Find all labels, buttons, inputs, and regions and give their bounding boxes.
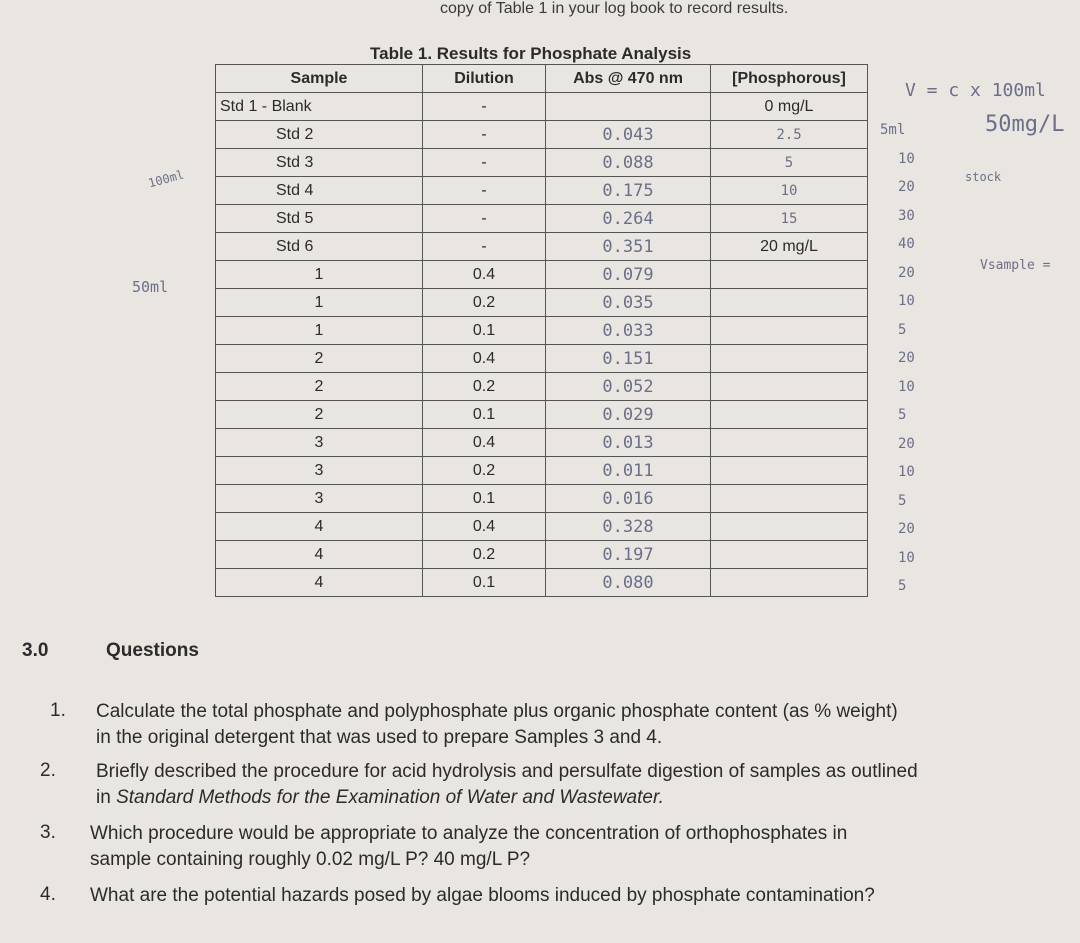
question-line: in the original detergent that was used to prepare Samples 3 and 4.: [96, 727, 663, 748]
cell-phosphorous: 15: [711, 205, 868, 233]
question-line: in Standard Methods for the Examination of Water and Wastewater.: [96, 787, 664, 808]
cell-phosphorous: [711, 541, 868, 569]
section-number: 3.0: [22, 640, 49, 661]
table-row: [216, 233, 868, 261]
cell-abs: 0.011: [546, 457, 711, 485]
header-sample: Sample: [216, 65, 423, 93]
right-margin-value: 5: [898, 321, 907, 338]
stock-note: stock: [965, 170, 1002, 184]
cell-dilution: -: [423, 93, 546, 121]
cell-abs: 0.328: [546, 513, 711, 541]
cell-abs: 0.016: [546, 485, 711, 513]
cell-dilution: -: [423, 149, 546, 177]
right-margin-value: 20: [898, 350, 915, 366]
cell-dilution: 0.2: [423, 289, 546, 317]
right-margin-value: 30: [898, 207, 915, 224]
header-abs: Abs @ 470 nm: [546, 65, 711, 93]
question-line: Briefly described the procedure for acid hydrolysis and persulfate digestion of samples as outlined: [96, 761, 918, 782]
right-margin-value: 40: [898, 236, 915, 252]
cell-sample: 4: [216, 541, 423, 569]
cell-abs: 0.197: [546, 541, 711, 569]
cell-dilution: 0.2: [423, 541, 546, 569]
cell-phosphorous: 20 mg/L: [711, 233, 868, 261]
right-margin-value: 20: [898, 521, 915, 537]
question-line: Calculate the total phosphate and polyphosphate plus organic phosphate content (as % weight): [96, 701, 898, 722]
cell-dilution: 0.1: [423, 569, 546, 597]
question-line: sample containing roughly 0.02 mg/L P? 40 mg/L P?: [90, 849, 531, 870]
cell-sample: 2: [216, 401, 423, 429]
cell-phosphorous: [711, 373, 868, 401]
cell-abs: 0.175: [546, 177, 711, 205]
cell-phosphorous: [711, 485, 868, 513]
right-margin-value: 10: [898, 150, 915, 167]
cell-phosphorous: [711, 345, 868, 373]
table-row: [216, 93, 868, 121]
cell-sample: 1: [216, 317, 423, 345]
table-row: [216, 205, 868, 233]
question-number: 1.: [50, 700, 66, 721]
formula-note: V = c x 100ml: [905, 80, 1046, 101]
right-margin-value: 20: [898, 179, 915, 195]
cell-abs: 0.033: [546, 317, 711, 345]
question-number: 2.: [40, 760, 56, 781]
cell-phosphorous: [711, 569, 868, 597]
cell-sample: 2: [216, 373, 423, 401]
cell-dilution: 0.1: [423, 485, 546, 513]
cell-sample: Std 4: [216, 177, 423, 205]
header-phosphorous: [Phosphorous]: [711, 65, 868, 93]
table-header-row: [216, 65, 868, 93]
right-margin-value: 10: [898, 293, 915, 309]
question-line: What are the potential hazards posed by algae blooms induced by phosphate contamination?: [90, 885, 875, 906]
cell-abs: 0.080: [546, 569, 711, 597]
cell-dilution: 0.1: [423, 401, 546, 429]
cell-dilution: 0.4: [423, 429, 546, 457]
cell-phosphorous: [711, 261, 868, 289]
cell-dilution: 0.4: [423, 513, 546, 541]
cell-abs: 0.351: [546, 233, 711, 261]
cell-sample: 2: [216, 345, 423, 373]
cell-abs: 0.079: [546, 261, 711, 289]
table-row: [216, 541, 868, 569]
cell-phosphorous: 0 mg/L: [711, 93, 868, 121]
question-text: [90, 883, 1080, 909]
header-dilution: Dilution: [423, 65, 546, 93]
cell-phosphorous: 10: [711, 177, 868, 205]
right-margin-value: 10: [898, 464, 915, 480]
cell-dilution: 0.2: [423, 457, 546, 485]
cell-sample: 4: [216, 513, 423, 541]
cell-phosphorous: [711, 513, 868, 541]
cell-phosphorous: [711, 289, 868, 317]
question-text: [96, 699, 1080, 751]
cell-sample: 4: [216, 569, 423, 597]
right-margin-value: 5: [898, 407, 907, 423]
table-row: [216, 569, 868, 597]
cell-sample: 3: [216, 457, 423, 485]
cell-abs: 0.151: [546, 345, 711, 373]
cell-dilution: -: [423, 233, 546, 261]
cell-phosphorous: [711, 317, 868, 345]
table-row: [216, 149, 868, 177]
cell-dilution: 0.4: [423, 345, 546, 373]
cell-sample: Std 3: [216, 149, 423, 177]
right-margin-value: 10: [898, 378, 915, 395]
cell-abs: 0.029: [546, 401, 711, 429]
question-number: 3.: [40, 822, 56, 843]
table-row: [216, 317, 868, 345]
cell-abs: 0.035: [546, 289, 711, 317]
table-title: Table 1. Results for Phosphate Analysis: [370, 44, 692, 63]
table-row: [216, 401, 868, 429]
table-row: [216, 261, 868, 289]
cell-phosphorous: [711, 401, 868, 429]
right-margin-value: 20: [898, 264, 915, 281]
left-note-bottom: 50ml: [132, 278, 169, 296]
cell-dilution: 0.1: [423, 317, 546, 345]
table-row: [216, 177, 868, 205]
right-margin-value: 20: [898, 435, 915, 452]
table-row: [216, 485, 868, 513]
right-margin-value: 10: [898, 549, 915, 566]
cell-abs: 0.052: [546, 373, 711, 401]
table-row: [216, 345, 868, 373]
results-table: [215, 64, 868, 597]
cell-sample: Std 6: [216, 233, 423, 261]
table-row: [216, 513, 868, 541]
table-row: [216, 373, 868, 401]
cell-abs: 0.088: [546, 149, 711, 177]
question-line: Which procedure would be appropriate to analyze the concentration of orthophosphates in: [90, 823, 848, 844]
cell-sample: 3: [216, 429, 423, 457]
question-number: 4.: [40, 884, 56, 905]
cell-phosphorous: [711, 429, 868, 457]
cell-abs: 0.264: [546, 205, 711, 233]
cell-dilution: 0.4: [423, 261, 546, 289]
vsample-note: Vsample =: [980, 258, 1051, 273]
table-row: [216, 289, 868, 317]
table-row: [216, 429, 868, 457]
cell-dilution: -: [423, 177, 546, 205]
cell-abs: 0.043: [546, 121, 711, 149]
right-margin-value: 5ml: [880, 122, 906, 138]
cell-sample: 1: [216, 261, 423, 289]
left-note-top: 100ml: [146, 167, 186, 191]
cell-phosphorous: 2.5: [711, 121, 868, 149]
cell-dilution: 0.2: [423, 373, 546, 401]
cell-sample: Std 5: [216, 205, 423, 233]
cell-sample: Std 2: [216, 121, 423, 149]
cell-phosphorous: [711, 457, 868, 485]
table-row: [216, 121, 868, 149]
question-text: [90, 821, 1080, 873]
right-margin-value: 5: [898, 492, 907, 509]
right-margin-value: 5: [898, 578, 907, 594]
question-text: [96, 759, 1080, 811]
conc-note: 50mg/L: [985, 112, 1065, 137]
table-row: [216, 457, 868, 485]
cell-sample: 1: [216, 289, 423, 317]
cell-sample: Std 1 - Blank: [216, 93, 423, 121]
cell-abs: 0.013: [546, 429, 711, 457]
cell-phosphorous: 5: [711, 149, 868, 177]
cell-dilution: -: [423, 121, 546, 149]
cell-abs: [546, 93, 711, 121]
cell-dilution: -: [423, 205, 546, 233]
header-note: copy of Table 1 in your log book to record results.: [440, 0, 789, 17]
section-title: Questions: [106, 640, 199, 661]
cell-sample: 3: [216, 485, 423, 513]
